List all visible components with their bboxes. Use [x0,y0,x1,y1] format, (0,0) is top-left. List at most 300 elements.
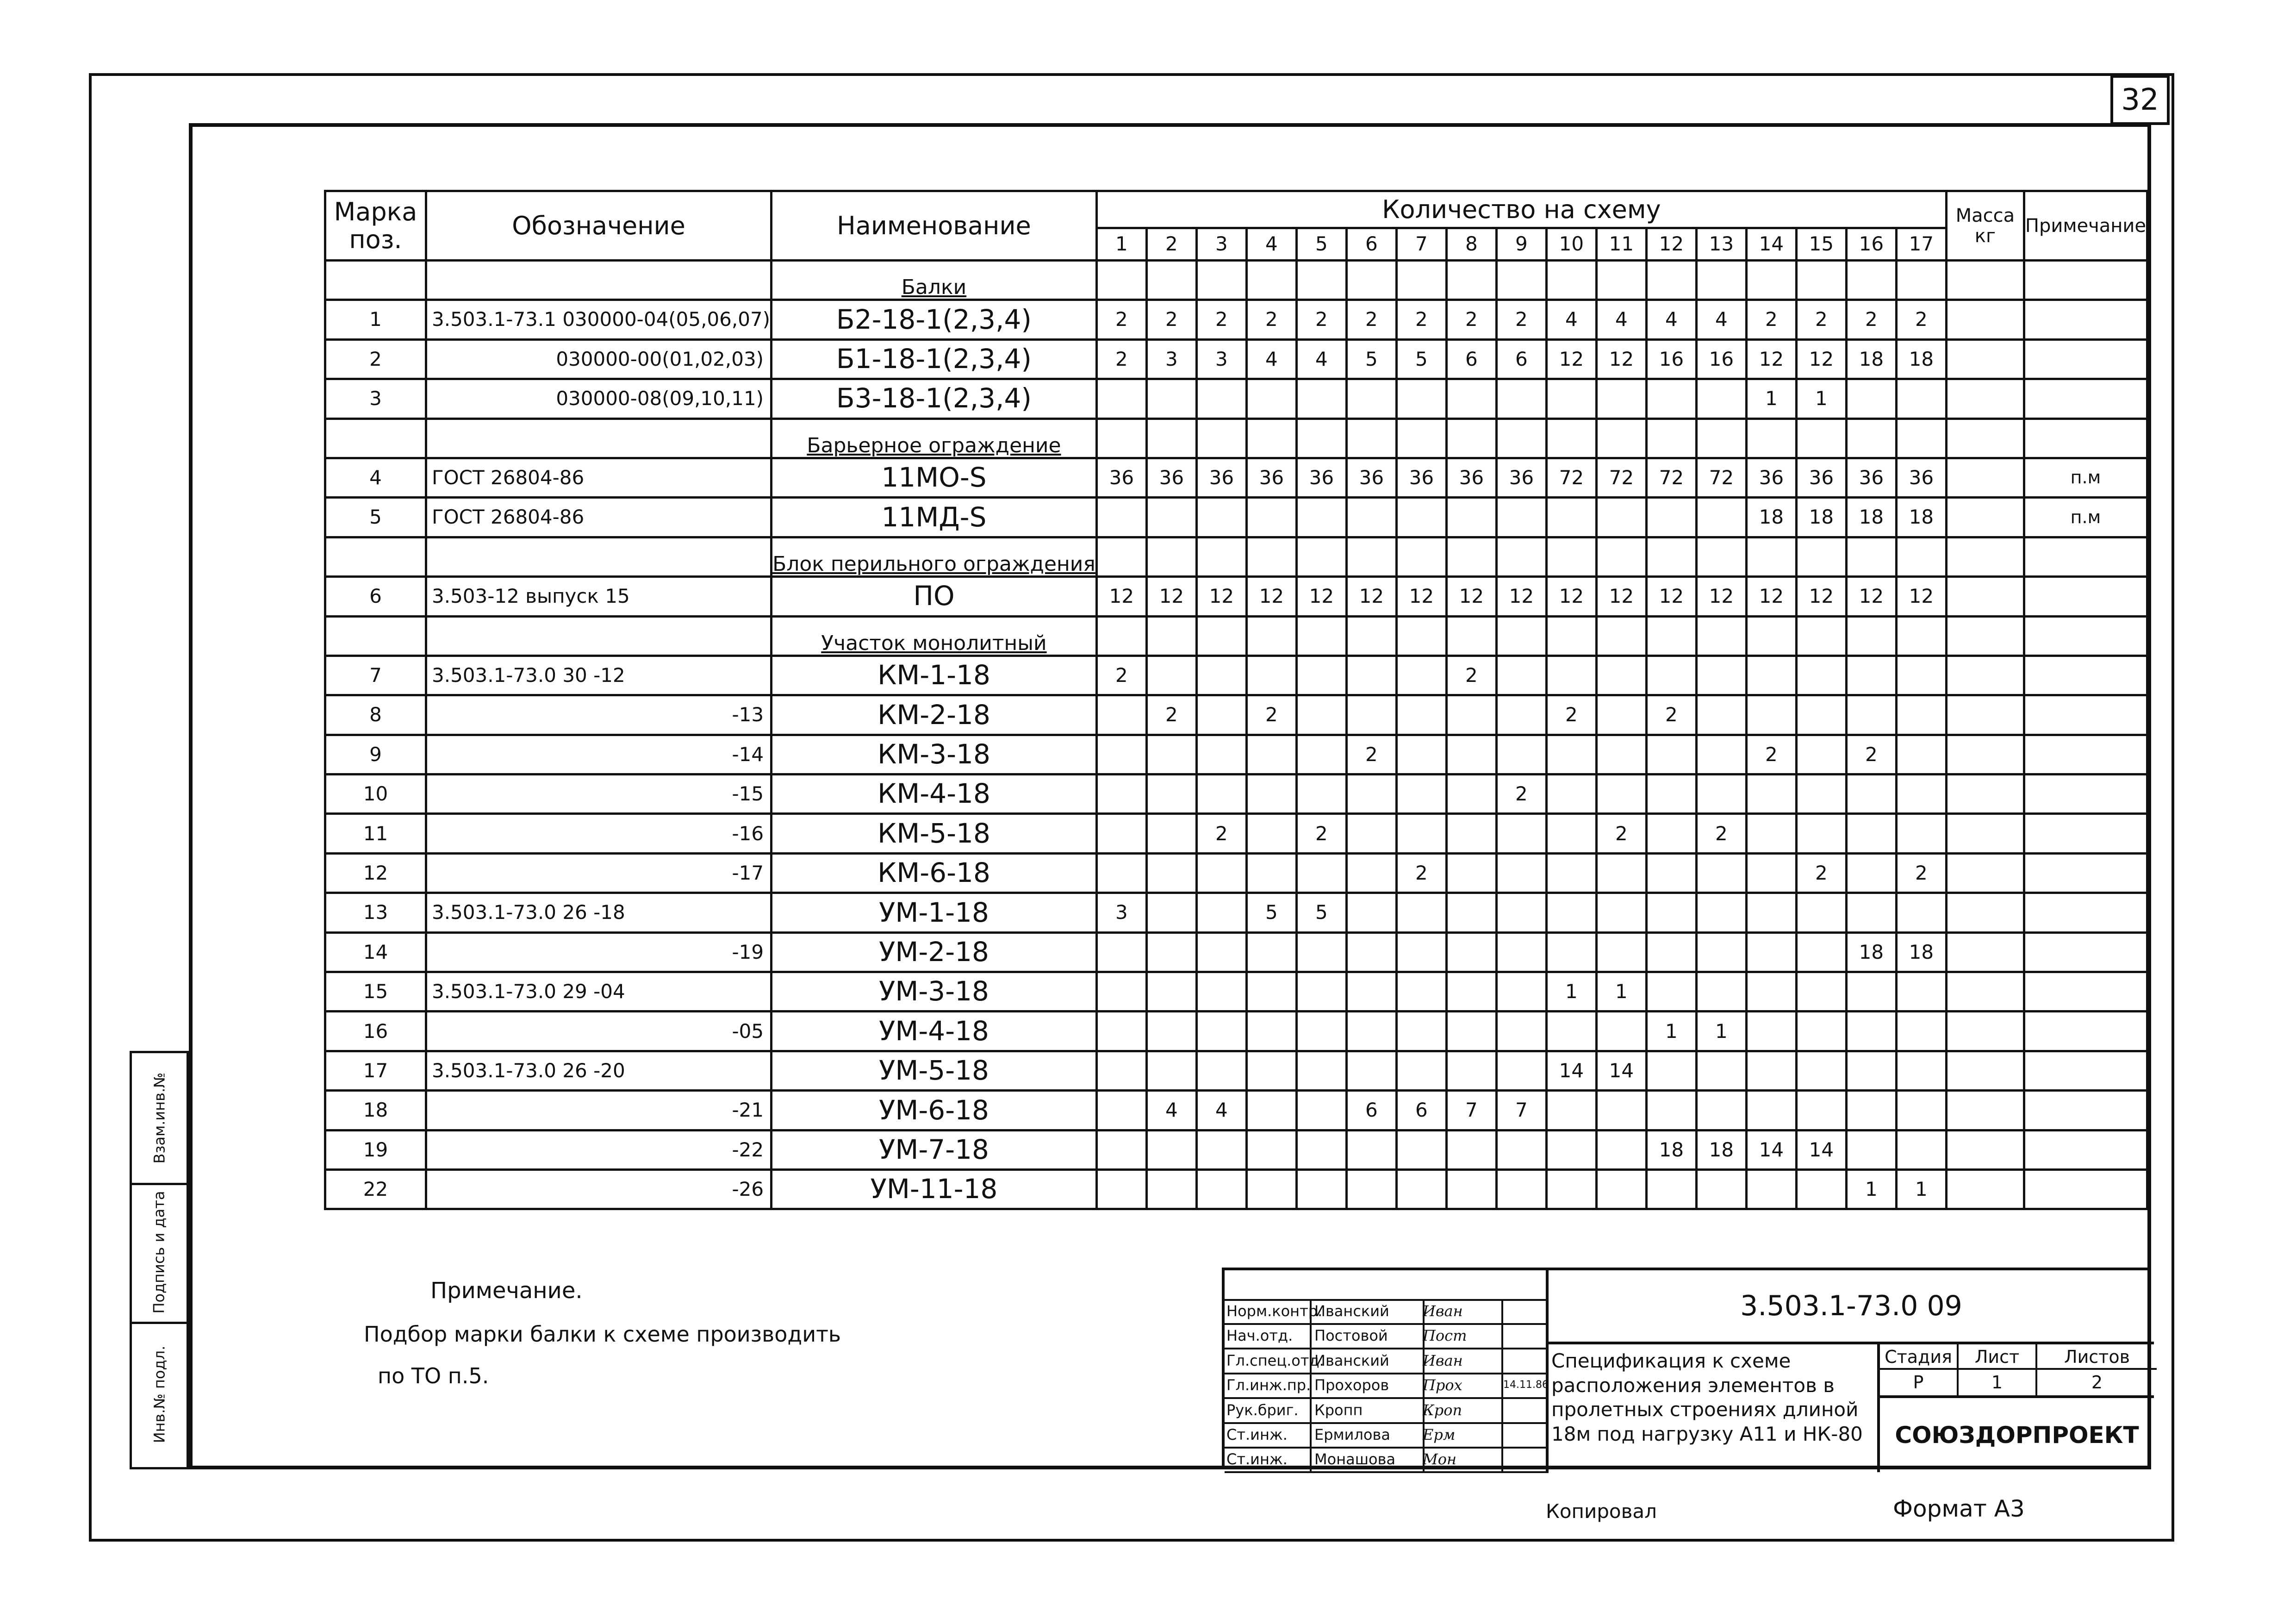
quantity-cell [1846,853,1896,893]
designation-cell: ГОСТ 26804-86 [426,498,772,537]
quantity-cell [1896,616,1946,656]
quantity-cell [1846,1051,1896,1090]
document-code: 3.503.1-73.0 09 [1549,1270,2154,1344]
note-cell [2024,616,2147,656]
table-row [325,339,2147,379]
quantity-cell [1246,616,1296,656]
designation-cell: -15 [426,775,772,814]
scheme-number: 2 [1146,228,1196,261]
quantity-cell: 18 [1846,339,1896,379]
mark-cell: 5 [325,498,426,537]
quantity-cell [1146,261,1196,300]
quantity-cell [1896,893,1946,932]
note-cell [2024,853,2147,893]
quantity-cell [1696,775,1746,814]
quantity-cell: 1 [1846,1169,1896,1209]
quantity-cell: 18 [1696,1130,1746,1169]
quantity-cell: 2 [1696,814,1746,853]
signature-role: Нач.отд. [1226,1324,1312,1348]
signature-row [1225,1349,1549,1374]
scheme-number: 8 [1446,228,1496,261]
quantity-cell [1396,1130,1446,1169]
designation-cell: ГОСТ 26804-86 [426,458,772,497]
section-row [325,261,2147,300]
designation-cell [426,261,772,300]
quantity-cell [1596,498,1646,537]
quantity-cell: 12 [1346,577,1396,616]
quantity-cell: 4 [1196,1091,1246,1130]
quantity-cell: 2 [1846,300,1896,339]
quantity-cell [1746,893,1796,932]
quantity-cell [1196,498,1246,537]
quantity-cell [1096,379,1146,418]
quantity-cell: 6 [1446,339,1496,379]
quantity-cell [1696,853,1746,893]
quantity-cell [1546,814,1596,853]
quantity-cell [1696,695,1746,735]
quantity-cell [1246,261,1296,300]
quantity-cell [1846,972,1896,1012]
quantity-cell: 72 [1646,458,1696,497]
sheet-value: 1 [1959,1370,2037,1395]
mass-cell [1946,379,2024,418]
signature-row [1225,1398,1549,1424]
designation-cell: -21 [426,1091,772,1130]
quantity-cell [1846,1012,1896,1051]
table-row [325,379,2147,418]
scheme-number: 6 [1346,228,1396,261]
mass-cell [1946,498,2024,537]
quantity-cell [1746,656,1796,695]
note-title: Примечание. [430,1278,583,1304]
mark-cell: 19 [325,1130,426,1169]
quantity-cell: 36 [1396,458,1446,497]
quantity-cell: 18 [1896,932,1946,972]
quantity-cell [1646,498,1696,537]
quantity-cell: 12 [1796,577,1846,616]
quantity-cell [1296,261,1346,300]
name-cell: УМ-5-18 [772,1051,1097,1090]
designation-cell: 3.503.1-73.0 29 -04 [426,972,772,1012]
quantity-cell [1746,814,1796,853]
quantity-cell: 12 [1446,577,1496,616]
quantity-cell [1796,1012,1846,1051]
name-cell: КМ-4-18 [772,775,1097,814]
mass-cell [1946,735,2024,774]
name-cell: КМ-2-18 [772,695,1097,735]
name-cell: Б1-18-1(2,3,4) [772,339,1097,379]
quantity-cell [1446,893,1496,932]
quantity-cell [1396,1169,1446,1209]
quantity-cell [1296,853,1346,893]
quantity-cell: 12 [1196,577,1246,616]
quantity-cell [1346,775,1396,814]
quantity-cell: 12 [1896,577,1946,616]
name-cell: 11МО-S [772,458,1097,497]
scheme-number: 17 [1896,228,1946,261]
quantity-cell: 36 [1296,458,1346,497]
name-cell: ПО [772,577,1097,616]
mass-cell [1946,656,2024,695]
quantity-cell: 2 [1896,300,1946,339]
mark-cell [325,537,426,576]
quantity-cell: 1 [1896,1169,1946,1209]
quantity-cell: 18 [1846,932,1896,972]
quantity-cell: 12 [1546,577,1596,616]
quantity-cell [1696,1051,1746,1090]
quantity-cell [1846,695,1896,735]
signature-mark: Кроп [1423,1398,1503,1422]
scheme-number: 11 [1596,228,1646,261]
quantity-cell [1196,537,1246,576]
quantity-cell [1246,537,1296,576]
quantity-cell: 2 [1796,300,1846,339]
quantity-cell [1346,261,1396,300]
quantity-cell [1696,972,1746,1012]
designation-cell [426,537,772,576]
designation-cell: -05 [426,1012,772,1051]
quantity-cell [1196,261,1246,300]
mark-cell [325,261,426,300]
mark-cell: 4 [325,458,426,497]
quantity-cell: 2 [1196,814,1246,853]
quantity-cell [1746,616,1796,656]
quantity-cell [1796,972,1846,1012]
quantity-cell [1496,1130,1546,1169]
quantity-cell [1246,814,1296,853]
note-text-line2: по ТО п.5. [378,1363,489,1388]
quantity-cell [1246,972,1296,1012]
quantity-cell [1896,379,1946,418]
quantity-cell [1596,1130,1646,1169]
sheet-number: 32 [2110,75,2170,125]
quantity-cell [1096,261,1146,300]
signature-role: Гл.спец.отд. [1226,1349,1312,1373]
quantity-cell [1646,853,1696,893]
quantity-cell [1796,932,1846,972]
note-cell [2024,972,2147,1012]
quantity-cell [1896,1051,1946,1090]
note-cell [2024,1051,2147,1090]
note-cell [2024,695,2147,735]
scheme-number: 3 [1196,228,1246,261]
mark-cell: 10 [325,775,426,814]
quantity-cell: 3 [1096,893,1146,932]
name-cell: УМ-6-18 [772,1091,1097,1130]
quantity-cell [1746,853,1796,893]
quantity-cell [1846,379,1896,418]
quantity-cell [1696,498,1746,537]
quantity-cell [1596,656,1646,695]
quantity-cell [1296,735,1346,774]
table-row [325,814,2147,853]
signature-date [1503,1447,1549,1471]
quantity-cell: 36 [1346,458,1396,497]
quantity-cell [1296,1012,1346,1051]
quantity-cell [1546,379,1596,418]
signature-mark: Пост [1423,1324,1503,1348]
mark-cell: 11 [325,814,426,853]
mass-cell [1946,577,2024,616]
note-cell [2024,775,2147,814]
designation-cell: -26 [426,1169,772,1209]
quantity-cell [1296,1130,1346,1169]
quantity-cell [1396,695,1446,735]
quantity-cell [1746,972,1796,1012]
quantity-cell [1696,1169,1746,1209]
quantity-cell [1596,775,1646,814]
designation-cell: -17 [426,853,772,893]
quantity-cell [1346,814,1396,853]
quantity-cell [1646,932,1696,972]
note-cell [2024,300,2147,339]
quantity-cell [1546,656,1596,695]
quantity-cell [1396,932,1446,972]
side-cell-signature-date: Подпись и дата [132,1183,187,1324]
quantity-cell: 2 [1896,853,1946,893]
quantity-cell [1096,775,1146,814]
mark-cell: 13 [325,893,426,932]
quantity-cell [1646,656,1696,695]
quantity-cell [1146,1051,1196,1090]
quantity-cell [1096,853,1146,893]
quantity-cell [1196,853,1246,893]
signature-name: Иванский [1312,1349,1425,1373]
name-cell: Б3-18-1(2,3,4) [772,379,1097,418]
signature-date [1503,1299,1549,1323]
signature-role: Ст.инж. [1226,1447,1312,1471]
quantity-cell [1096,1012,1146,1051]
quantity-cell [1896,695,1946,735]
stage-value: Р [1880,1370,1959,1395]
signature-role: Гл.инж.пр. [1226,1373,1312,1397]
quantity-cell [1096,418,1146,458]
quantity-cell [1896,735,1946,774]
quantity-cell [1146,972,1196,1012]
quantity-cell [1196,893,1246,932]
table-row [325,300,2147,339]
quantity-cell [1596,695,1646,735]
quantity-cell [1246,1130,1296,1169]
quantity-cell [1646,1091,1696,1130]
mark-cell: 9 [325,735,426,774]
quantity-cell [1446,261,1496,300]
quantity-cell: 36 [1796,458,1846,497]
quantity-cell: 2 [1746,300,1796,339]
section-title: Балки [772,261,1097,300]
table-row [325,1091,2147,1130]
quantity-cell [1596,1169,1646,1209]
quantity-cell: 12 [1796,339,1846,379]
section-row [325,616,2147,656]
table-row [325,1012,2147,1051]
quantity-cell [1096,616,1146,656]
quantity-cell [1346,379,1396,418]
quantity-cell [1496,814,1546,853]
mass-cell [1946,695,2024,735]
signature-mark: Мон [1423,1447,1503,1471]
quantity-cell [1796,735,1846,774]
quantity-cell [1346,1051,1396,1090]
scheme-number: 1 [1096,228,1146,261]
quantity-cell [1746,261,1796,300]
signature-date: 14.11.86 [1503,1379,1549,1391]
quantity-cell [1146,498,1196,537]
quantity-cell [1396,1051,1446,1090]
scheme-number: 13 [1696,228,1746,261]
quantity-cell [1246,498,1296,537]
quantity-cell: 7 [1496,1091,1546,1130]
mass-cell [1946,932,2024,972]
mass-cell [1946,1051,2024,1090]
quantity-cell [1546,775,1596,814]
mark-cell: 7 [325,656,426,695]
quantity-cell [1746,932,1796,972]
quantity-cell [1846,893,1896,932]
name-cell: УМ-4-18 [772,1012,1097,1051]
header-name: Наименование [772,191,1097,261]
quantity-cell [1796,261,1846,300]
quantity-cell [1746,1169,1796,1209]
stage-sheet-grid [1877,1344,2154,1395]
quantity-cell: 4 [1646,300,1696,339]
quantity-cell [1096,735,1146,774]
quantity-cell [1296,1169,1346,1209]
quantity-cell: 2 [1346,735,1396,774]
quantity-cell [1896,1091,1946,1130]
quantity-cell [1546,1012,1596,1051]
quantity-cell: 2 [1096,339,1146,379]
quantity-cell [1496,735,1546,774]
quantity-cell [1296,972,1346,1012]
quantity-cell: 12 [1296,577,1346,616]
scheme-number: 14 [1746,228,1796,261]
quantity-cell [1446,1051,1496,1090]
quantity-cell [1596,932,1646,972]
quantity-cell [1896,1012,1946,1051]
designation-cell: -13 [426,695,772,735]
approval-side-strip [130,1051,189,1469]
signature-row [1225,1324,1549,1349]
quantity-cell [1396,775,1446,814]
mass-cell [1946,261,2024,300]
signature-name: Монашова [1312,1447,1425,1471]
quantity-cell: 72 [1596,458,1646,497]
note-cell [2024,261,2147,300]
quantity-cell [1146,616,1196,656]
quantity-cell [1696,656,1746,695]
quantity-cell: 2 [1346,300,1396,339]
quantity-cell [1496,695,1546,735]
quantity-cell [1646,893,1696,932]
quantity-cell: 36 [1746,458,1796,497]
quantity-cell [1096,1169,1146,1209]
quantity-cell [1446,1169,1496,1209]
quantity-cell [1496,537,1546,576]
header-quantity: Количество на схему [1096,191,1946,228]
mass-cell [1946,1091,2024,1130]
mark-cell: 1 [325,300,426,339]
quantity-cell: 12 [1396,577,1446,616]
name-cell: УМ-2-18 [772,932,1097,972]
quantity-cell: 2 [1296,300,1346,339]
quantity-cell: 36 [1896,458,1946,497]
quantity-cell [1496,1169,1546,1209]
quantity-cell: 12 [1246,577,1296,616]
quantity-cell [1146,379,1196,418]
quantity-cell: 2 [1096,656,1146,695]
designation-cell: -16 [426,814,772,853]
quantity-cell: 1 [1696,1012,1746,1051]
quantity-cell [1146,932,1196,972]
quantity-cell [1846,616,1896,656]
note-cell [2024,1130,2147,1169]
mark-cell: 16 [325,1012,426,1051]
quantity-cell [1796,1091,1846,1130]
signature-blank-row [1225,1270,1549,1301]
designation-cell: 030000-08(09,10,11) [426,379,772,418]
quantity-cell [1696,418,1746,458]
side-cell-replaced-inventory: Взам.инв.№ [132,1053,187,1185]
quantity-cell [1696,379,1746,418]
name-cell: КМ-3-18 [772,735,1097,774]
quantity-cell [1096,695,1146,735]
quantity-cell [1596,418,1646,458]
quantity-cell [1846,537,1896,576]
note-cell [2024,1169,2147,1209]
quantity-cell [1746,775,1796,814]
quantity-cell [1696,261,1746,300]
quantity-cell [1246,932,1296,972]
section-row [325,418,2147,458]
quantity-cell: 2 [1146,300,1196,339]
table-row [325,775,2147,814]
table-row [325,853,2147,893]
quantity-cell: 36 [1146,458,1196,497]
quantity-cell [1396,893,1446,932]
quantity-cell [1496,418,1546,458]
quantity-cell [1396,261,1446,300]
quantity-cell: 2 [1146,695,1196,735]
copied-label: Копировал [1546,1500,1657,1523]
name-cell: КМ-6-18 [772,853,1097,893]
note-cell [2024,379,2147,418]
note-cell [2024,932,2147,972]
stage-label: Стадия [1880,1344,1959,1370]
quantity-cell: 12 [1596,577,1646,616]
mass-cell [1946,537,2024,576]
quantity-cell: 36 [1496,458,1546,497]
quantity-cell: 36 [1196,458,1246,497]
quantity-cell [1196,379,1246,418]
mass-cell [1946,300,2024,339]
quantity-cell [1346,695,1396,735]
quantity-cell [1346,1169,1396,1209]
quantity-cell: 12 [1596,339,1646,379]
note-cell [2024,893,2147,932]
scheme-number: 9 [1496,228,1546,261]
name-cell: Б2-18-1(2,3,4) [772,300,1097,339]
header-designation: Обозначение [426,191,772,261]
quantity-cell [1446,775,1496,814]
quantity-cell: 2 [1246,695,1296,735]
quantity-cell [1646,735,1696,774]
table-row [325,498,2147,537]
quantity-cell [1746,537,1796,576]
quantity-cell [1246,656,1296,695]
quantity-cell [1346,537,1396,576]
side-cell-original-inventory: Инв.№ подл. [150,1345,168,1443]
